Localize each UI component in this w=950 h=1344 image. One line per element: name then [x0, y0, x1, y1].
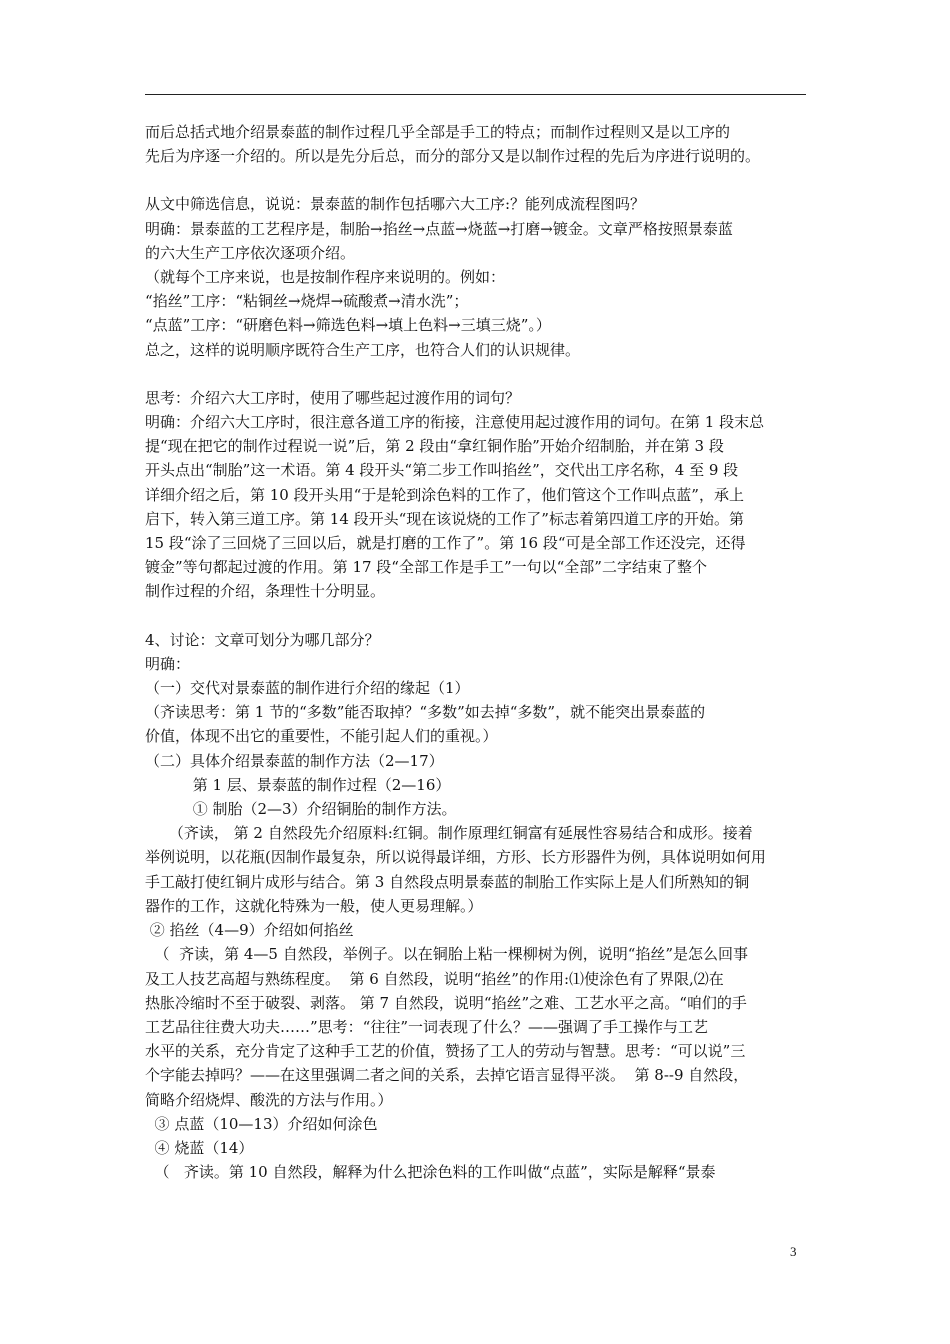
blank-line — [145, 604, 807, 628]
text-line: ① 制胎（2—3）介绍铜胎的制作方法。 — [145, 800, 457, 819]
text-line: 4、讨论：文章可划分为哪几部分？ — [145, 630, 380, 649]
header-rule — [145, 94, 806, 95]
text-line: （二）具体介绍景泰蓝的制作方法（2—17） — [145, 751, 444, 770]
text-line: （ 齐读，第 4—5 自然段，举例子。以在铜胎上粘一棵柳树为例，说明“掐丝”是怎么回事 — [145, 945, 749, 964]
text-line: 价值，体现不出它的重要性，不能引起人们的重视。） — [145, 727, 498, 746]
text-line: 的六大生产工序依次逐项介绍。 — [145, 243, 356, 262]
text-line: 总之，这样的说明顺序既符合生产工序，也符合人们的认识规律。 — [145, 340, 581, 359]
text-line: 镀金”等句都起过渡的作用。第 17 段“全部工作是手工”一句以“全部”二字结束了整个 — [145, 558, 707, 577]
document-body — [145, 120, 807, 1184]
text-line: “点蓝”工序：“研磨色料→筛选色料→填上色料→三填三烧”。） — [145, 316, 551, 335]
blank-line — [145, 362, 807, 386]
text-line: 个字能去掉吗？——在这里强调二者之间的关系，去掉它语言显得平淡。 第 8--9 自然段， — [145, 1066, 749, 1085]
text-line: 及工人技艺高超与熟练程度。 第 6 自然段，说明“掐丝”的作用:⑴使涂色有了界限,⑵在 — [145, 969, 724, 988]
text-line: 工艺品往往费大功夫……”思考：“往往”一词表现了什么？——强调了手工操作与工艺 — [145, 1017, 709, 1036]
text-line: 制作过程的介绍，条理性十分明显。 — [145, 582, 386, 601]
text-line: 明确：介绍六大工序时，很注意各道工序的衔接，注意使用起过渡作用的词句。在第 1 段末总 — [145, 413, 765, 432]
text-line: 而后总括式地介绍景泰蓝的制作过程几乎全部是手工的特点；而制作过程则又是以工序的 — [145, 123, 731, 141]
text-line: 先后为序逐一介绍的。所以是先分后总，而分的部分又是以制作过程的先后为序进行说明的。 — [145, 147, 761, 166]
text-line: 第 1 层、景泰蓝的制作过程（2—16） — [145, 775, 451, 794]
page-number: 3 — [790, 1244, 797, 1259]
text-line: 思考：介绍六大工序时，使用了哪些起过渡作用的词句？ — [145, 388, 521, 407]
text-line: 从文中筛选信息，说说：景泰蓝的制作包括哪六大工序:？能列成流程图吗？ — [145, 195, 646, 214]
text-line: ④ 烧蓝（14） — [145, 1138, 254, 1157]
text-line: 举例说明，以花瓶(因制作最复杂，所以说得最详细，方形、长方形器件为例，具体说明如何用 — [145, 848, 766, 867]
text-line: （齐读， 第 2 自然段先介绍原料:红铜。制作原理红铜富有延展性容易结合和成形。接着 — [145, 824, 753, 843]
text-line: 简略介绍烧焊、酸洗的方法与作用。） — [145, 1090, 393, 1109]
text-line: 器作的工作，这就化特殊为一般，使人更易理解。） — [145, 896, 483, 915]
blank-line — [145, 168, 807, 192]
text-line: （一）交代对景泰蓝的制作进行介绍的缘起（1） — [145, 679, 470, 698]
text-line: （齐读思考：第 1 节的“多数”能否取掉？“多数”如去掉“多数”，就不能突出景泰蓝的 — [145, 703, 706, 722]
text-line: 手工敲打使红铜片成形与结合。第 3 自然段点明景泰蓝的制胎工作实际上是人们所熟知的铜 — [145, 872, 750, 891]
text-line: （ 齐读。第 10 自然段，解释为什么把涂色料的工作叫做“点蓝”，实际是解释“景泰 — [145, 1163, 716, 1182]
text-line: ③ 点蓝（10—13）介绍如何涂色 — [145, 1114, 378, 1133]
text-line: 提“现在把它的制作过程说一说”后，第 2 段由“拿红铜作胎”开始介绍制胎，并在第 3 段 — [145, 437, 724, 456]
text-line: 水平的关系，充分肯定了这种手工艺的价值，赞扬了工人的劳动与智慧。思考：“可以说”三 — [145, 1042, 746, 1061]
text-line: 15 段“涂了三回烧了三回以后，就是打磨的工作了”。第 16 段“可是全部工作还没完，还得 — [145, 534, 746, 553]
text-line: 开头点出“制胎”这一术语。第 4 段开头“第二步工作叫掐丝”，交代出工序名称，4 至 9 段 — [145, 461, 739, 480]
text-line: ② 掐丝（4—9）介绍如何掐丝 — [145, 921, 354, 940]
text-line: “掐丝”工序：“粘铜丝→烧焊→硫酸煮→清水洗”； — [145, 292, 469, 311]
text-line: 明确： — [145, 654, 191, 673]
text-line: 启下，转入第三道工序。第 14 段开头“现在该说烧的工作了”标志着第四道工序的开始。第 — [145, 509, 744, 528]
text-line: 热胀冷缩时不至于破裂、剥落。 第 7 自然段，说明“掐丝”之难、工艺水平之高。“咱们的手 — [145, 993, 747, 1012]
text-line: 明确：景泰蓝的工艺程序是，制胎→掐丝→点蓝→烧蓝→打磨→镀金。文章严格按照景泰蓝 — [145, 219, 733, 238]
text-line: （就每个工序来说，也是按制作程序来说明的。例如： — [145, 268, 506, 287]
text-line: 详细介绍之后，第 10 段开头用“于是轮到涂色料的工作了，他们管这个工作叫点蓝”，承上 — [145, 485, 744, 504]
